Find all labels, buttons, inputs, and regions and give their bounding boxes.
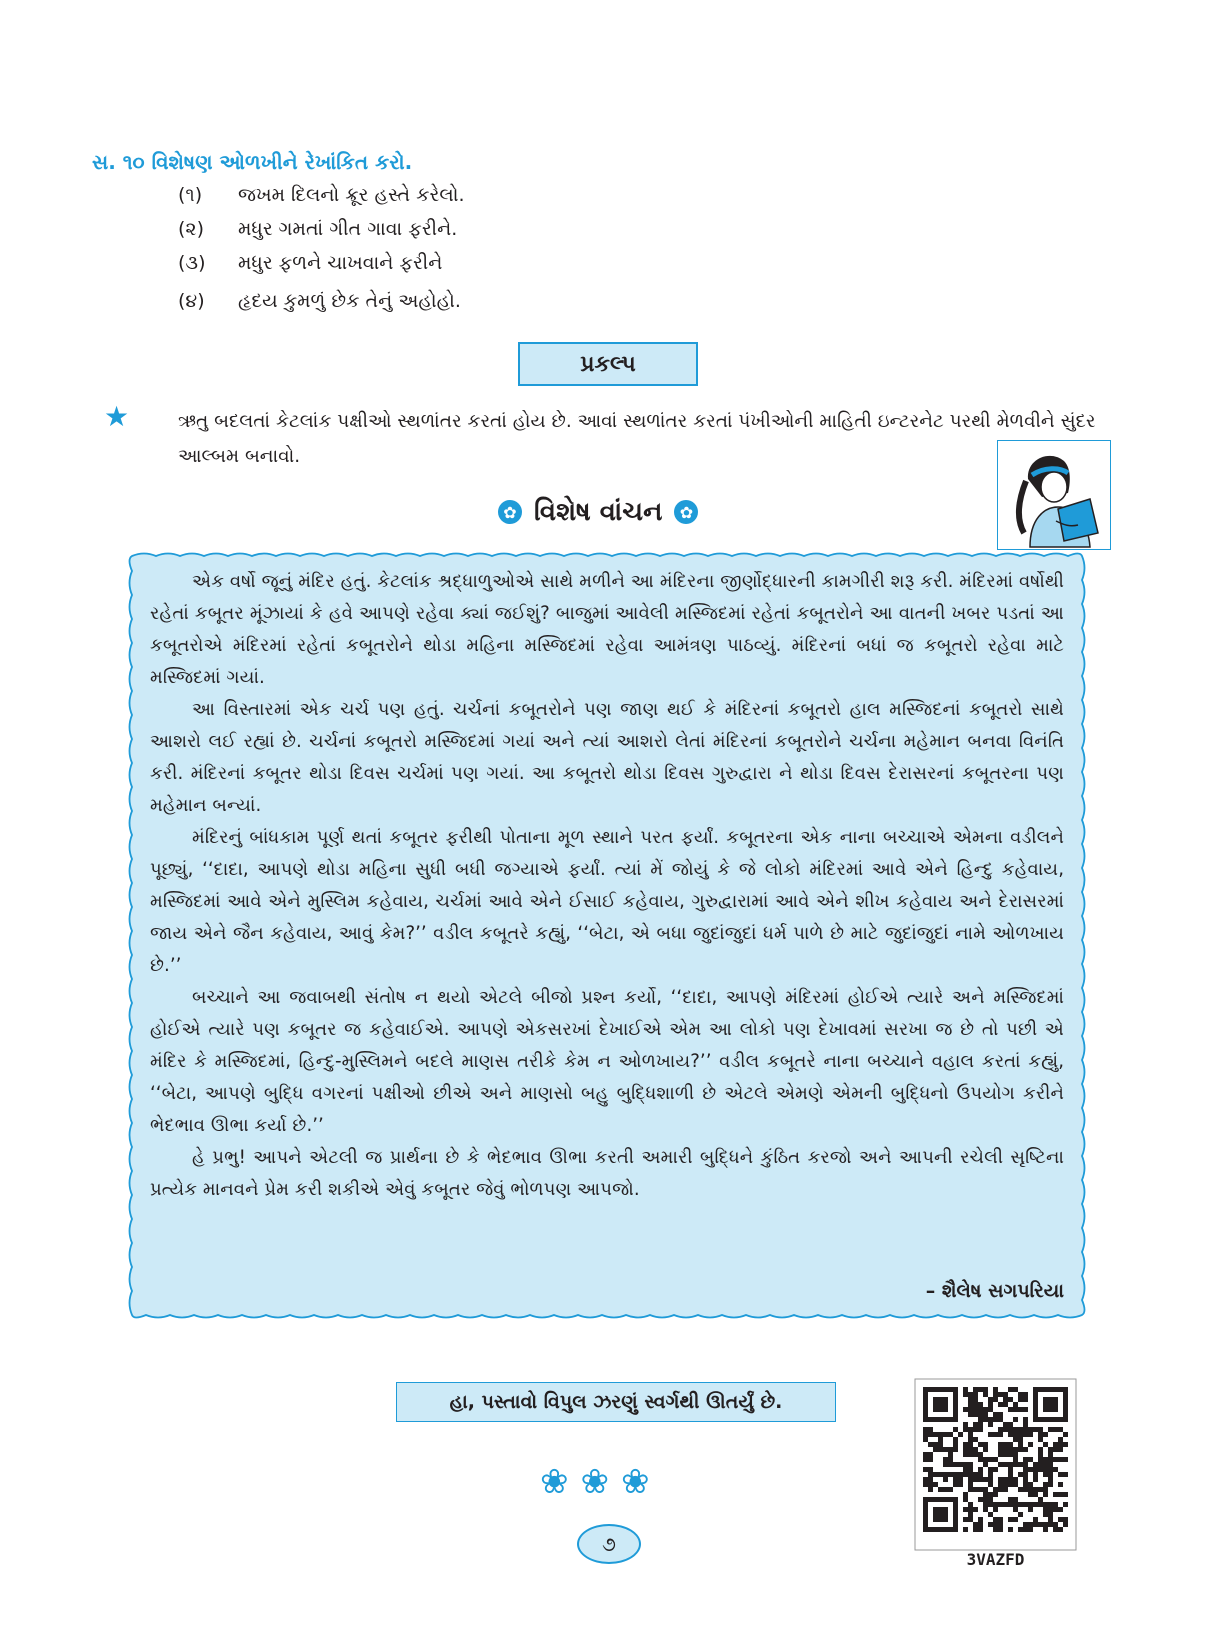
item-text: હૃદય કુમળું છેક તેનું અહોહો. [238,290,461,312]
flower-icon: ✿ [498,500,522,524]
question-item [178,252,442,274]
item-text: જખમ દિલનો ક્રૂર હસ્તે કરેલો. [238,184,465,206]
story-paragraph: હે પ્રભુ! આપને એટલી જ પ્રાર્થના છે કે ભેદભાવ ઊભા કરતી અમારી બુદ્ધિને કુંઠિત કરજો અને આપની રચેલી સૃષ્ટિના પ્રત્યેક માનવને પ્રેમ કરી શકીએ એવું કબૂતર જેવું ભોળપણ આપજો. [150,1147,1064,1200]
item-number: (૨) [178,218,204,240]
story-text [150,566,1064,1206]
question-title: સ. ૧૦ વિશેષણ ઓળખીને રેખાંકિત કરો. [92,150,413,174]
special-reading-heading [498,490,698,534]
question-item [178,218,457,240]
page-number: ૭ [577,1524,641,1564]
story-paragraph: એક વર્ષો જૂનું મંદિર હતું. કેટલાંક શ્રદ્ધાળુઓએ સાથે મળીને આ મંદિરના જીર્ણોદ્ધારની કામગીરી શરૂ કરી. મંદિરમાં વર્ષોથી રહેતાં કબૂતર મૂંઝાયાં કે હવે આપણે રહેવા ક્યાં જઈશું? બાજુમાં આવેલી મસ્જિદમાં રહેતાં કબૂતરોને આ વાતની ખબર પડતાં આ કબૂતરોએ મંદિરમાં રહેતાં કબૂતરોને થોડા મહિના મસ્જિદમાં રહેવા આમંત્રણ પાઠવ્યું. મંદિરનાં બધાં જ કબૂતરો રહેવા માટે મસ્જિદમાં ગયાં. [150,571,1064,688]
flower-ornament-icon: ❀❀❀ [540,1462,662,1502]
item-number: (૧) [178,184,203,206]
item-text: મધુર ગમતાં ગીત ગાવા ફરીને. [238,218,458,240]
special-reading-title: વિશેષ વાંચન [534,496,663,527]
item-number: (૩) [178,252,206,274]
girl-reading-illustration [997,440,1111,550]
star-icon: ★ [104,400,130,433]
item-number: (૪) [178,290,205,312]
project-text: ઋતુ બદલતાં કેટલાંક પક્ષીઓ સ્થળાંતર કરતાં હોય છે. આવાં સ્થળાંતર કરતાં પંખીઓની માહિતી ઇન્ટરનેટ પરથી મેળવીને સુંદર આલ્બમ બનાવો. [178,411,1096,467]
story-paragraph: આ વિસ્તારમાં એક ચર્ચ પણ હતું. ચર્ચનાં કબૂતરોને પણ જાણ થઈ કે મંદિરનાં કબૂતરો હાલ મસ્જિદનાં કબૂતરો સાથે આશરો લઈ રહ્યાં છે. ચર્ચનાં કબૂતરો મસ્જિદમાં ગયાં અને ત્યાં આશરો લેતાં મંદિરનાં કબૂતરોને ચર્ચના મહેમાન બનવા વિનંતિ કરી. મંદિરનાં કબૂતર થોડા દિવસ ચર્ચમાં પણ ગયાં. આ કબૂતરો થોડા દિવસ ગુરુદ્વારા ને થોડા દિવસ દેરાસરનાં કબૂતરના પણ મહેમાન બન્યાં. [150,699,1064,816]
question-item [178,184,465,206]
item-text: મધુર ફળને ચાખવાને ફરીને [238,252,443,274]
question-item [178,290,461,312]
story-paragraph: મંદિરનું બાંધકામ પૂર્ણ થતાં કબૂતર ફરીથી પોતાના મૂળ સ્થાને પરત ફર્યાં. કબૂતરના એક નાના બચ્ચાએ એમના વડીલને પૂછ્યું, ‘‘દાદા, આપણે થોડા મહિના સુધી બધી જગ્યાએ ફર્યાં. ત્યાં મેં જોયું કે જે લોકો મંદિરમાં આવે એને હિન્દુ કહેવાય, મસ્જિદમાં આવે એને મુસ્લિમ કહેવાય, ચર્ચમાં આવે એને ઈસાઈ કહેવાય, ગુરુદ્વારામાં આવે એને શીખ કહેવાય અને દેરાસરમાં જાય એને જૈન કહેવાય, આવું કેમ?’’ વડીલ કબૂતરે કહ્યું, ‘‘બેટા, એ બધા જુદાંજુદાં ધર્મ પાળે છે માટે જુદાંજુદાં નામે ઓળખાય છે.’’ [150,827,1064,976]
author-name: – શૈલેષ સગપરિયા [925,1280,1064,1302]
quote-box: હા, પસ્તાવો વિપુલ ઝરણું સ્વર્ગથી ઊતર્યું છે. [396,1382,836,1422]
flower-icon: ✿ [674,500,698,524]
story-paragraph: બચ્ચાને આ જવાબથી સંતોષ ન થયો એટલે બીજો પ્રશ્ન કર્યો, ‘‘દાદા, આપણે મંદિરમાં હોઈએ ત્યારે અને મસ્જિદમાં હોઈએ ત્યારે પણ કબૂતર જ કહેવાઈએ. આપણે એકસરખાં દેખાઈએ એમ આ લોકો પણ દેખાવમાં સરખા જ છે તો પછી એ મંદિર કે મસ્જિદમાં, હિન્દુ-મુસ્લિમને બદલે માણસ તરીકે કેમ ન ઓળખાય?’’ વડીલ કબૂતરે નાના બચ્ચાને વહાલ કરતાં કહ્યું, ‘‘બેટા, આપણે બુદ્ધિ વગરનાં પક્ષીઓ છીએ અને માણસો બહુ બુદ્ધિશાળી છે એટલે એમણે એમની બુદ્ધિનો ઉપયોગ કરીને ભેદભાવ ઊભા કર્યા છે.’’ [150,987,1064,1136]
project-heading: પ્રકલ્પ [518,342,698,386]
qr-code-label: 3VAZFD [966,1550,1025,1569]
qr-code-icon [914,1378,1077,1551]
